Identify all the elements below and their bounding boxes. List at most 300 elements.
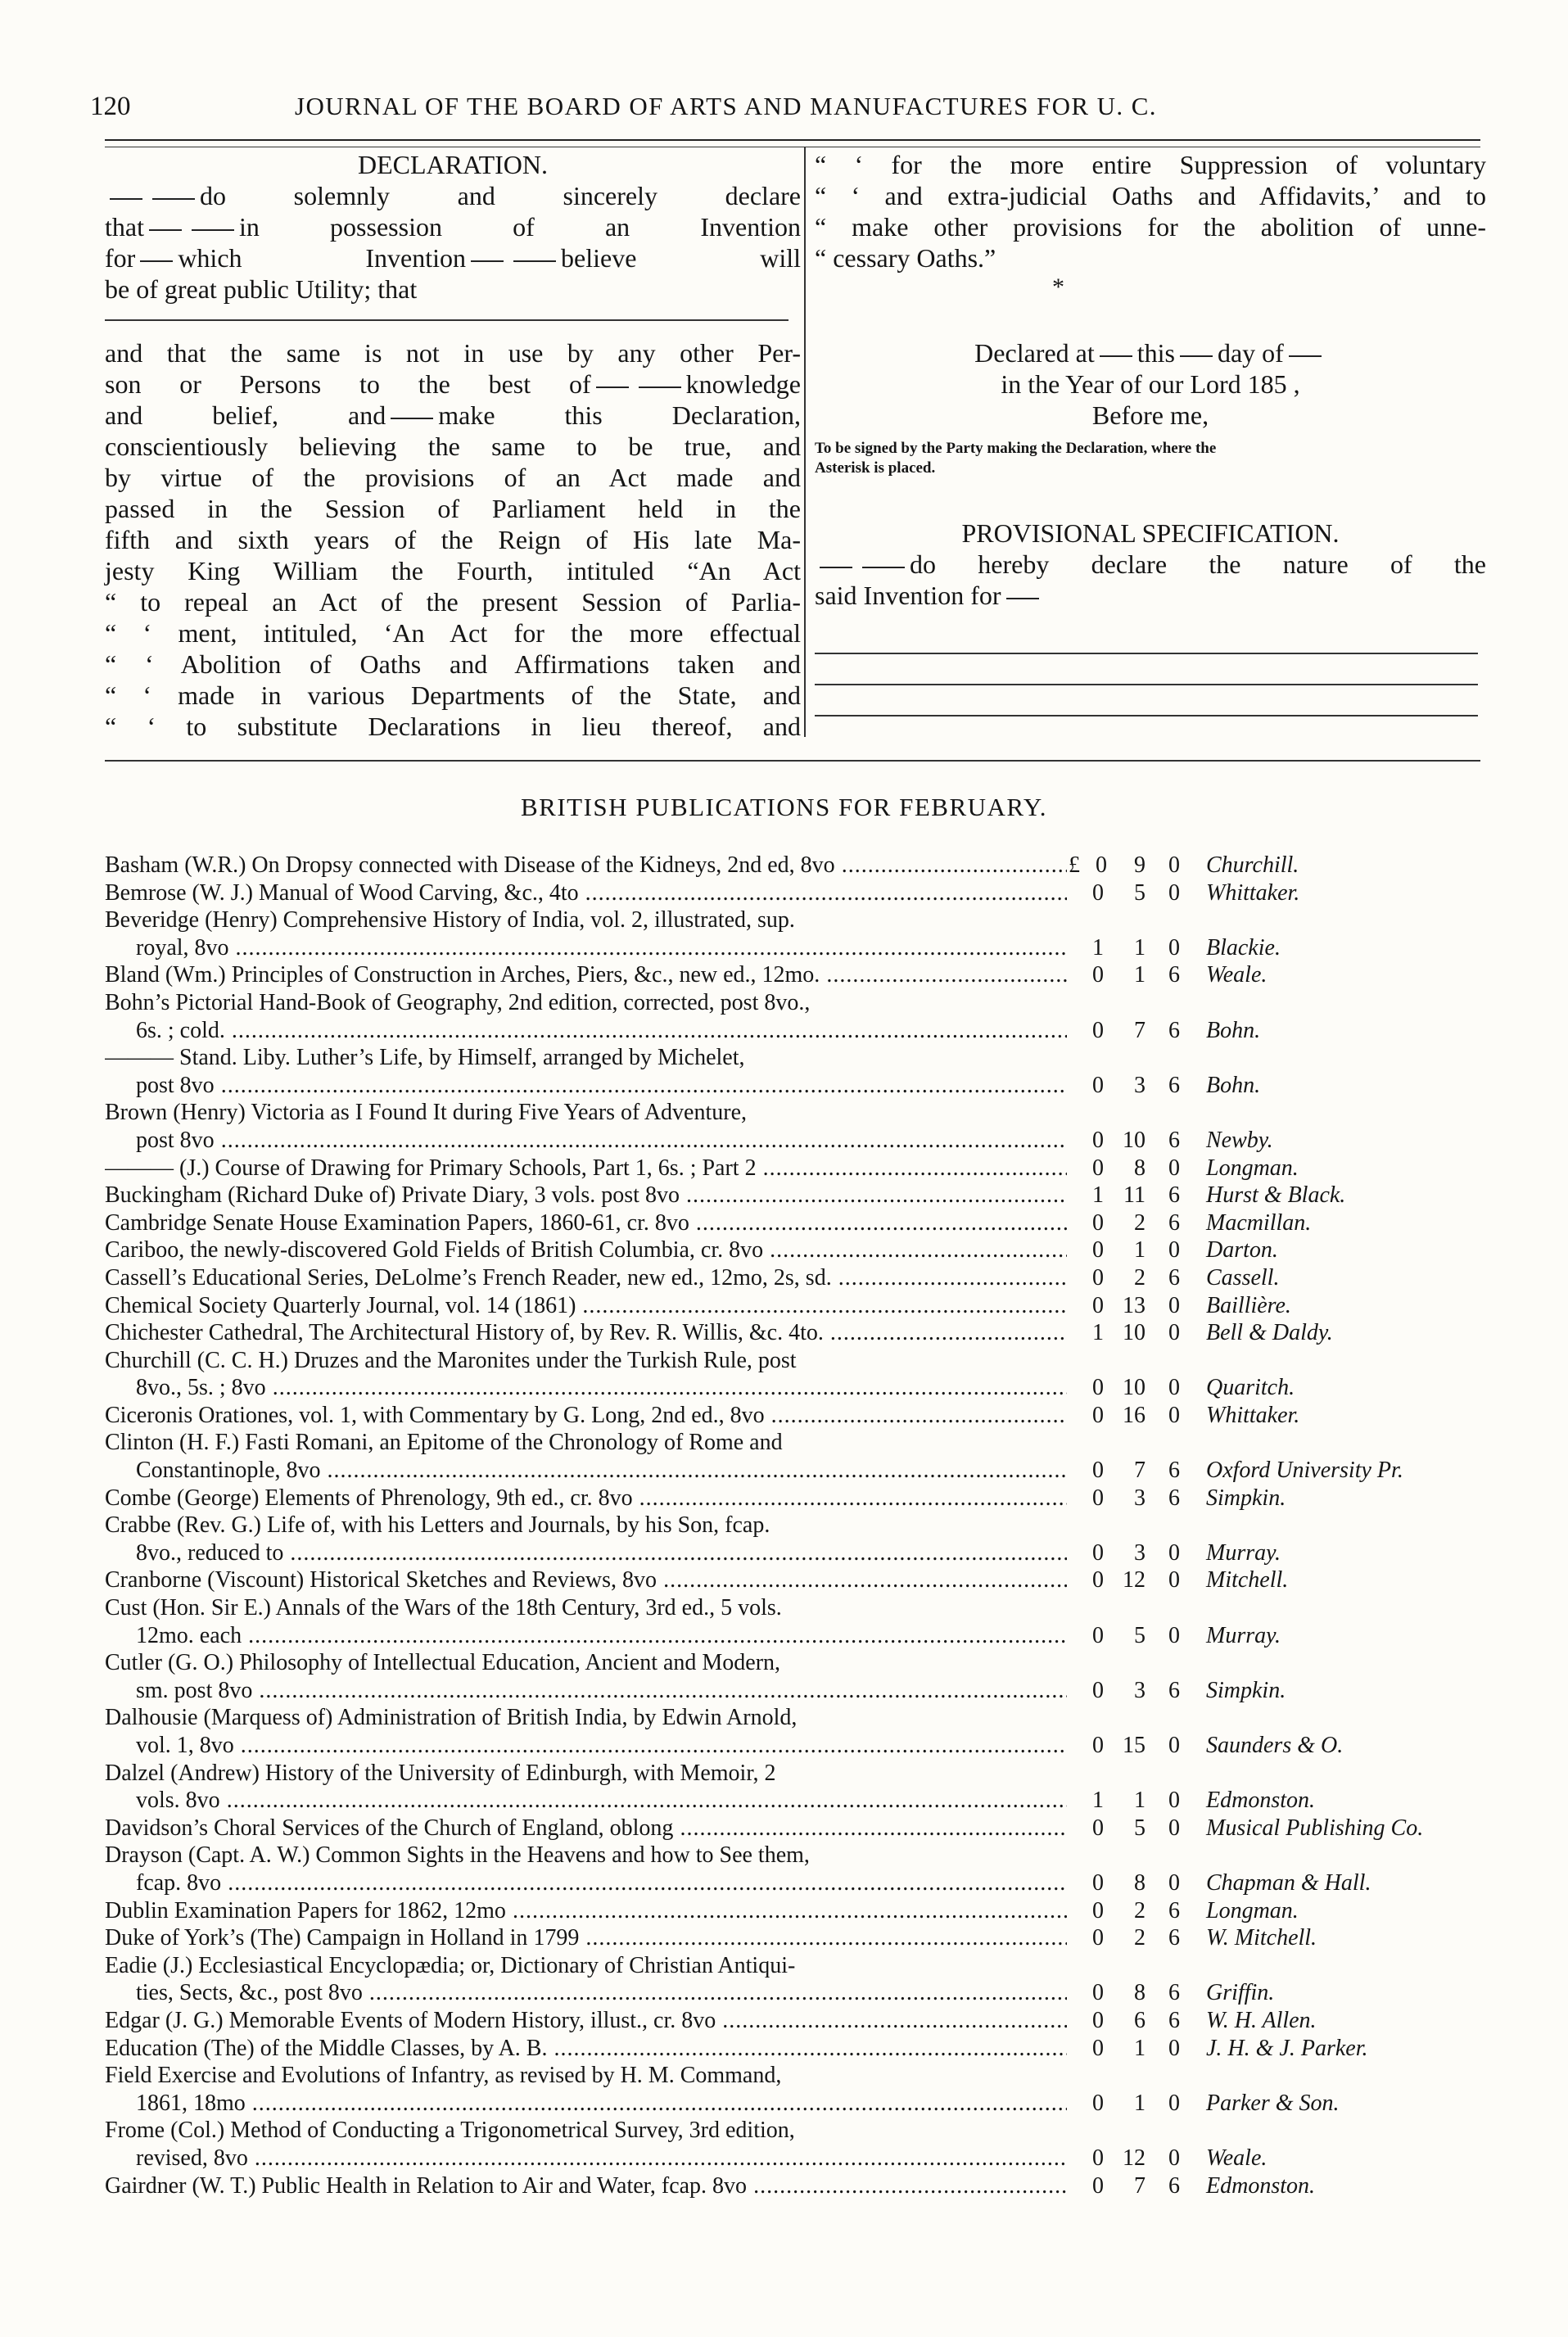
price-shillings: 2	[1134, 1897, 1145, 1923]
publication-entry	[105, 852, 1497, 879]
declaration-body-line: “ to repeal an Act of the present Session of Parlia-	[105, 587, 801, 617]
publication-row	[105, 1566, 1497, 1594]
publication-entry	[105, 1209, 1497, 1237]
publications-list	[105, 852, 1497, 2199]
price-shillings: 9	[1134, 852, 1145, 878]
declared-at-line: Declared at this day of	[815, 337, 1486, 368]
publisher-name: Chapman & Hall.	[1206, 1869, 1371, 1896]
price-shillings: 2	[1134, 1209, 1145, 1236]
price-pence: 6	[1168, 1209, 1180, 1236]
publication-entry	[105, 2117, 1497, 2172]
publication-description: Buckingham (Richard Duke of) Private Diary, 3 vols. post 8vo .....	[105, 1182, 1067, 1209]
declaration-line: that in possession of an Invention	[105, 212, 801, 242]
declaration-heading: DECLARATION.	[358, 150, 548, 179]
publications-title: BRITISH PUBLICATIONS FOR FEBRUARY.	[521, 793, 1047, 821]
price-pounds: 0	[1092, 2090, 1104, 2116]
publication-row	[105, 989, 1497, 1017]
publication-entry	[105, 1347, 1497, 1402]
publication-description: Bemrose (W. J.) Manual of Wood Carving, &c., 4to .....	[105, 879, 1067, 907]
price-shillings: 7	[1134, 2172, 1145, 2199]
publication-row	[105, 1457, 1497, 1485]
publication-description: 8vo., reduced to .....	[136, 1539, 1067, 1567]
price-pounds: 0	[1092, 1539, 1104, 1566]
declaration-body-line: “ ‘ to substitute Declarations in lieu thereof, and	[105, 712, 801, 741]
publisher-name: Murray.	[1206, 1622, 1281, 1648]
price-pence: 6	[1168, 1127, 1180, 1153]
currency-symbol: £	[1069, 852, 1080, 878]
price-pence: 0	[1168, 1815, 1180, 1841]
price-pounds: 0	[1092, 1897, 1104, 1923]
publisher-name: J. H. & J. Parker.	[1206, 2035, 1368, 2061]
publication-row	[105, 852, 1497, 879]
publication-entry	[105, 879, 1497, 907]
publication-description: 1861, 18mo .....	[136, 2090, 1067, 2118]
publisher-name: Oxford University Pr.	[1206, 1458, 1403, 1484]
publication-row	[105, 1952, 1497, 1980]
price-pence: 0	[1168, 2090, 1180, 2116]
publisher-name: Churchill.	[1206, 852, 1299, 878]
publication-entry	[105, 1264, 1497, 1292]
publisher-name: Edmonston.	[1206, 2172, 1315, 2199]
publication-row	[105, 1236, 1497, 1264]
publication-description: ——— Stand. Liby. Luther’s Life, by Himself, arranged by Michelet,	[105, 1045, 745, 1071]
publication-row	[105, 1732, 1497, 1760]
publication-entry	[105, 1429, 1497, 1484]
publication-description: vol. 1, 8vo .....	[136, 1732, 1067, 1760]
section-rule	[105, 760, 1480, 762]
publication-row	[105, 1842, 1497, 1869]
publication-description: revised, 8vo .....	[136, 2145, 1067, 2172]
price-pence: 6	[1168, 1485, 1180, 1511]
price-pence: 0	[1168, 1869, 1180, 1896]
signing-note: To be signed by the Party making the Declaration, where the	[815, 440, 1217, 457]
price-shillings: 3	[1134, 1539, 1145, 1566]
publication-description: Frome (Col.) Method of Conducting a Trigonometrical Survey, 3rd edition,	[105, 2118, 795, 2144]
publication-entry	[105, 1704, 1497, 1759]
publication-description: Combe (George) Elements of Phrenology, 9th ed., cr. 8vo .....	[105, 1485, 1067, 1512]
publication-row	[105, 1649, 1497, 1677]
publication-row	[105, 1099, 1497, 1127]
publication-row	[105, 1869, 1497, 1897]
price-pounds: 0	[1092, 2007, 1104, 2033]
publication-row	[105, 1429, 1497, 1457]
declaration-body-line: conscientiously believing the same to be true, and	[105, 432, 801, 461]
publication-entry	[105, 2172, 1497, 2200]
publication-entry	[105, 1512, 1497, 1566]
declaration-line: do solemnly and sincerely declare	[105, 180, 801, 211]
publication-row	[105, 1347, 1497, 1375]
publication-row	[105, 2090, 1497, 2118]
price-shillings: 8	[1134, 1980, 1145, 2006]
price-shillings: 3	[1134, 1677, 1145, 1703]
price-pence: 6	[1168, 2172, 1180, 2199]
publication-entry	[105, 1897, 1497, 1925]
publication-row	[105, 1017, 1497, 1045]
price-pounds: 0	[1092, 1017, 1104, 1043]
declaration-column	[105, 147, 802, 741]
publisher-name: Cassell.	[1206, 1264, 1280, 1291]
publication-description: Dalzel (Andrew) History of the University of Edinburgh, with Memoir, 2	[105, 1760, 776, 1786]
publication-row	[105, 1264, 1497, 1292]
publication-row	[105, 1677, 1497, 1705]
price-pounds: 0	[1092, 1567, 1104, 1593]
publication-description: 6s. ; cold. .....	[136, 1017, 1067, 1045]
publication-row	[105, 1704, 1497, 1732]
publication-entry	[105, 1952, 1497, 2007]
publication-description: 12mo. each .....	[136, 1622, 1067, 1650]
publisher-name: Murray.	[1206, 1539, 1281, 1566]
page-number: 120	[90, 92, 131, 121]
price-pence: 6	[1168, 1980, 1180, 2006]
price-pence: 0	[1168, 1539, 1180, 1566]
price-pounds: 1	[1092, 1788, 1104, 1814]
declaration-right-line: “ cessary Oaths.”	[815, 243, 996, 273]
price-pence: 0	[1168, 2145, 1180, 2171]
column-divider-rule	[105, 319, 789, 321]
price-pence: 0	[1168, 1155, 1180, 1181]
price-shillings: 1	[1134, 2035, 1145, 2061]
price-pounds: 0	[1092, 1925, 1104, 1951]
publication-description: 8vo., 5s. ; 8vo .....	[136, 1374, 1067, 1402]
publication-description: royal, 8vo .....	[136, 934, 1067, 962]
declaration-body-line: jesty King William the Fourth, intituled “An Act	[105, 556, 801, 585]
price-shillings: 5	[1134, 1622, 1145, 1648]
publication-description: Constantinople, 8vo .....	[136, 1457, 1067, 1485]
publication-description: Dublin Examination Papers for 1862, 12mo .....	[105, 1897, 1067, 1925]
price-pounds: 0	[1092, 1402, 1104, 1428]
price-pounds: 0	[1092, 1072, 1104, 1098]
price-shillings: 8	[1134, 1869, 1145, 1896]
price-pounds: 1	[1092, 934, 1104, 961]
publication-description: Field Exercise and Evolutions of Infantry, as revised by H. M. Command,	[105, 2063, 782, 2089]
publisher-name: Bell & Daldy.	[1206, 1320, 1333, 1346]
publication-entry	[105, 1402, 1497, 1430]
declaration-right-line: “ make other provisions for the abolition of unne-	[815, 212, 1486, 242]
price-shillings: 5	[1134, 879, 1145, 906]
price-shillings: 5	[1134, 1815, 1145, 1841]
publication-description: fcap. 8vo .....	[136, 1869, 1067, 1897]
publication-row	[105, 1402, 1497, 1430]
publication-description: Brown (Henry) Victoria as I Found It during Five Years of Adventure,	[105, 1100, 748, 1126]
publication-description: Duke of York’s (The) Campaign in Holland in 1799 .....	[105, 1924, 1067, 1952]
price-shillings: 1	[1134, 934, 1145, 961]
publication-description: Clinton (H. F.) Fasti Romani, an Epitome of the Chronology of Rome and	[105, 1430, 783, 1456]
year-line: in the Year of our Lord 185 ,	[1001, 369, 1300, 399]
publication-entry	[105, 1760, 1497, 1815]
publication-entry	[105, 2035, 1497, 2063]
price-pence: 0	[1168, 1292, 1180, 1318]
publication-row	[105, 879, 1497, 907]
publication-entry	[105, 1842, 1497, 1896]
price-pounds: 0	[1092, 1869, 1104, 1896]
price-pounds: 0	[1092, 1733, 1104, 1758]
publication-row	[105, 1209, 1497, 1237]
publisher-name: Mitchell.	[1206, 1567, 1289, 1593]
declaration-body-line: son or Persons to the best of knowledge	[105, 369, 801, 399]
publication-description: Basham (W.R.) On Dropsy connected with Disease of the Kidneys, 2nd ed, 8vo .....	[105, 852, 1067, 879]
price-pounds: 0	[1092, 1237, 1104, 1263]
publication-description: Cranborne (Viscount) Historical Sketches and Reviews, 8vo .....	[105, 1566, 1067, 1594]
publication-row	[105, 2172, 1497, 2200]
publisher-name: Quaritch.	[1206, 1375, 1295, 1401]
publication-entry	[105, 2062, 1497, 2117]
publication-row	[105, 1924, 1497, 1952]
publication-row	[105, 1044, 1497, 1072]
price-pounds: 0	[1092, 1622, 1104, 1648]
price-shillings: 7	[1134, 1458, 1145, 1484]
publication-row	[105, 1512, 1497, 1539]
price-pounds: 0	[1092, 1375, 1104, 1401]
declaration-body-line: “ ‘ ment, intituled, ‘An Act for the more effectual	[105, 618, 801, 648]
publication-row	[105, 1155, 1497, 1182]
declaration-body-line: “ ‘ Abolition of Oaths and Affirmations taken and	[105, 649, 801, 679]
blank-fill-line	[815, 653, 1478, 654]
publication-entry	[105, 2007, 1497, 2035]
price-pence: 6	[1168, 1677, 1180, 1703]
running-title: JOURNAL OF THE BOARD OF ARTS AND MANUFACTURES FOR U. C.	[295, 92, 1157, 120]
declaration-line: for which Invention believe will	[105, 243, 802, 273]
price-pence: 0	[1168, 1567, 1180, 1593]
price-shillings: 3	[1134, 1072, 1145, 1098]
publication-entry	[105, 1292, 1497, 1320]
price-shillings: 10	[1123, 1320, 1145, 1346]
price-shillings: 8	[1134, 1155, 1145, 1181]
price-pence: 6	[1168, 1925, 1180, 1951]
publisher-name: Blackie.	[1206, 934, 1281, 961]
price-pence: 6	[1168, 1017, 1180, 1043]
publication-description: Bohn’s Pictorial Hand-Book of Geography, 2nd edition, corrected, post 8vo.,	[105, 989, 811, 1015]
price-shillings: 15	[1123, 1733, 1145, 1758]
publication-row	[105, 934, 1497, 962]
declaration-right-line: “ ‘ and extra-judicial Oaths and Affidavits,’ and to	[815, 181, 1486, 210]
column-rule	[804, 147, 806, 737]
publication-row	[105, 1815, 1497, 1842]
publisher-name: Hurst & Black.	[1206, 1182, 1346, 1209]
price-pence: 0	[1168, 2035, 1180, 2061]
price-pence: 6	[1168, 1182, 1180, 1209]
publication-description: Cambridge Senate House Examination Papers, 1860-61, cr. 8vo .....	[105, 1209, 1067, 1237]
declaration-right-line: “ ‘ for the more entire Suppression of voluntary	[815, 150, 1486, 179]
publication-row	[105, 1622, 1497, 1650]
price-shillings: 10	[1123, 1375, 1145, 1401]
price-pounds: 0	[1092, 1677, 1104, 1703]
publication-description: Cust (Hon. Sir E.) Annals of the Wars of the 18th Century, 3rd ed., 5 vols.	[105, 1595, 782, 1621]
publication-description: Bland (Wm.) Principles of Construction in Arches, Piers, &c., new ed., 12mo. .....	[105, 961, 1067, 989]
provisional-line: do hereby declare the nature of the	[815, 549, 1486, 580]
publication-description: Ciceronis Orationes, vol. 1, with Commentary by G. Long, 2nd ed., 8vo .....	[105, 1402, 1067, 1430]
publication-description: Drayson (Capt. A. W.) Common Sights in the Heavens and how to See them,	[105, 1842, 810, 1869]
running-header	[90, 92, 1482, 133]
publication-description: Davidson’s Choral Services of the Church of England, oblong .....	[105, 1815, 1067, 1842]
price-pounds: 0	[1092, 1209, 1104, 1236]
price-pence: 0	[1168, 1788, 1180, 1814]
provisional-specification-heading: PROVISIONAL SPECIFICATION.	[961, 518, 1340, 548]
before-me-line: Before me,	[1091, 400, 1209, 430]
publisher-name: Simpkin.	[1206, 1485, 1286, 1511]
publisher-name: Darton.	[1206, 1237, 1278, 1263]
price-shillings: 12	[1123, 1567, 1145, 1593]
publication-description: sm. post 8vo .....	[136, 1677, 1067, 1705]
price-shillings: 1	[1134, 1788, 1145, 1814]
publication-row	[105, 2035, 1497, 2063]
publication-row	[105, 2062, 1497, 2090]
declaration-body-line: “ ‘ made in various Departments of the State, and	[105, 680, 801, 710]
publication-entry	[105, 1182, 1497, 1209]
publication-row	[105, 1072, 1497, 1100]
price-pence: 0	[1168, 1402, 1180, 1428]
price-pence: 6	[1168, 1264, 1180, 1291]
price-pounds: 0	[1092, 1485, 1104, 1511]
publisher-name: Macmillan.	[1206, 1209, 1312, 1236]
blank-fill-line	[815, 684, 1478, 685]
price-pence: 0	[1168, 1622, 1180, 1648]
publication-entry	[105, 1236, 1497, 1264]
price-pounds: 1	[1092, 1320, 1104, 1346]
price-pence: 6	[1168, 2007, 1180, 2033]
publication-entry	[105, 1566, 1497, 1594]
publication-description: Cassell’s Educational Series, DeLolme’s French Reader, new ed., 12mo, 2s, sd. .....	[105, 1264, 1067, 1292]
price-shillings: 2	[1134, 1264, 1145, 1291]
price-pounds: 0	[1096, 852, 1107, 878]
declaration-line: be of great public Utility; that	[105, 274, 418, 304]
publisher-name: Longman.	[1206, 1155, 1299, 1181]
publication-description: Chemical Society Quarterly Journal, vol. 14 (1861) .....	[105, 1292, 1067, 1320]
publisher-name: Edmonston.	[1206, 1788, 1315, 1814]
publication-description: post 8vo .....	[136, 1127, 1067, 1155]
price-pence: 0	[1168, 879, 1180, 906]
price-shillings: 2	[1134, 1925, 1145, 1951]
price-shillings: 6	[1134, 2007, 1145, 2033]
price-pence: 0	[1168, 1237, 1180, 1263]
price-shillings: 3	[1134, 1485, 1145, 1511]
publication-description: Edgar (J. G.) Memorable Events of Modern History, illust., cr. 8vo .....	[105, 2007, 1067, 2035]
price-pounds: 1	[1092, 1182, 1104, 1209]
publisher-name: W. Mitchell.	[1206, 1925, 1317, 1951]
publication-entry	[105, 1815, 1497, 1842]
publication-entry	[105, 961, 1497, 989]
publication-row	[105, 1787, 1497, 1815]
publisher-name: Weale.	[1206, 2145, 1268, 2171]
publication-description: Education (The) of the Middle Classes, by A. B. .....	[105, 2035, 1067, 2063]
price-shillings: 12	[1123, 2145, 1145, 2171]
publication-description: Cariboo, the newly-discovered Gold Fields of British Columbia, cr. 8vo .....	[105, 1236, 1067, 1264]
publisher-name: Musical Publishing Co.	[1206, 1815, 1424, 1841]
publication-row	[105, 1539, 1497, 1567]
price-pence: 6	[1168, 1897, 1180, 1923]
publisher-name: Baillière.	[1206, 1292, 1291, 1318]
publication-row	[105, 2145, 1497, 2172]
publisher-name: Newby.	[1206, 1127, 1273, 1153]
price-pounds: 0	[1092, 1127, 1104, 1153]
price-pence: 0	[1168, 934, 1180, 961]
publisher-name: Parker & Son.	[1206, 2090, 1340, 2116]
publication-entry	[105, 906, 1497, 961]
price-pence: 0	[1168, 1375, 1180, 1401]
publication-entry	[105, 989, 1497, 1044]
publication-description: Chichester Cathedral, The Architectural History of, by Rev. R. Willis, &c. 4to. .....	[105, 1319, 1067, 1347]
price-pounds: 0	[1092, 2172, 1104, 2199]
signature-asterisk: *	[1052, 273, 1064, 301]
declaration-body-line: and belief, and make this Declaration,	[105, 400, 801, 430]
publisher-name: Saunders & O.	[1206, 1733, 1344, 1758]
publication-description: post 8vo .....	[136, 1072, 1067, 1100]
publication-entry	[105, 1594, 1497, 1649]
publication-description: Cutler (G. O.) Philosophy of Intellectual Education, Ancient and Modern,	[105, 1650, 781, 1676]
declaration-body-line: by virtue of the provisions of an Act made and	[105, 463, 801, 492]
publication-entry	[105, 1155, 1497, 1182]
publication-entry	[105, 1319, 1497, 1347]
publication-description: Beveridge (Henry) Comprehensive History of India, vol. 2, illustrated, sup.	[105, 907, 795, 933]
publication-entry	[105, 1924, 1497, 1952]
declaration-body-line: passed in the Session of Parliament held in the	[105, 494, 801, 523]
publication-row	[105, 1594, 1497, 1622]
publication-row	[105, 1292, 1497, 1320]
price-pence: 0	[1168, 1320, 1180, 1346]
price-shillings: 11	[1123, 1182, 1145, 1209]
price-pounds: 0	[1092, 1980, 1104, 2006]
price-pounds: 0	[1092, 879, 1104, 906]
publication-row	[105, 961, 1497, 989]
price-pounds: 0	[1092, 1815, 1104, 1841]
publication-entry	[105, 1044, 1497, 1099]
price-pence: 6	[1168, 1072, 1180, 1098]
price-shillings: 1	[1134, 1237, 1145, 1263]
publication-row	[105, 1319, 1497, 1347]
publication-description: Dalhousie (Marquess of) Administration of British India, by Edwin Arnold,	[105, 1705, 798, 1731]
publisher-name: Griffin.	[1206, 1980, 1275, 2006]
publication-description: ties, Sects, &c., post 8vo .....	[136, 1979, 1067, 2007]
publication-description: Gairdner (W. T.) Public Health in Relation to Air and Water, fcap. 8vo .....	[105, 2172, 1067, 2200]
price-shillings: 1	[1134, 962, 1145, 988]
price-pounds: 0	[1092, 2145, 1104, 2171]
declaration-body-line: and that the same is not in use by any other Per-	[105, 338, 801, 368]
header-rule	[105, 139, 1480, 147]
publication-description: ——— (J.) Course of Drawing for Primary Schools, Part 1, 6s. ; Part 2 .....	[105, 1155, 1067, 1182]
publication-description: Crabbe (Rev. G.) Life of, with his Letters and Journals, by his Son, fcap.	[105, 1512, 770, 1539]
price-pounds: 0	[1092, 2035, 1104, 2061]
publication-row	[105, 2007, 1497, 2035]
publication-entry	[105, 1099, 1497, 1154]
publisher-name: W. H. Allen.	[1206, 2007, 1317, 2033]
publisher-name: Weale.	[1206, 962, 1268, 988]
publication-row	[105, 1760, 1497, 1788]
price-shillings: 10	[1123, 1127, 1145, 1153]
declaration-body-line: fifth and sixth years of the Reign of His late Ma-	[105, 525, 801, 554]
declaration-continued-column	[815, 147, 1486, 737]
publication-entry	[105, 1485, 1497, 1512]
price-shillings: 7	[1134, 1017, 1145, 1043]
publisher-name: Whittaker.	[1206, 1402, 1300, 1428]
publisher-name: Simpkin.	[1206, 1677, 1286, 1703]
publication-description: Churchill (C. C. H.) Druzes and the Maronites under the Turkish Rule, post	[105, 1347, 797, 1373]
price-pounds: 0	[1092, 1155, 1104, 1181]
price-pounds: 0	[1092, 1458, 1104, 1484]
publication-row	[105, 1897, 1497, 1925]
publication-row	[105, 1374, 1497, 1402]
price-pence: 0	[1168, 1733, 1180, 1758]
publisher-name: Longman.	[1206, 1897, 1299, 1923]
publisher-name: Whittaker.	[1206, 879, 1300, 906]
publication-description: vols. 8vo .....	[136, 1787, 1067, 1815]
publication-row	[105, 1182, 1497, 1209]
price-pence: 6	[1168, 962, 1180, 988]
blank-fill-line	[815, 715, 1478, 716]
price-pounds: 0	[1092, 1292, 1104, 1318]
publication-description: Eadie (J.) Ecclesiastical Encyclopædia; or, Dictionary of Christian Antiqui-	[105, 1952, 796, 1978]
price-shillings: 13	[1123, 1292, 1145, 1318]
publication-row	[105, 1485, 1497, 1512]
publication-row	[105, 906, 1497, 934]
